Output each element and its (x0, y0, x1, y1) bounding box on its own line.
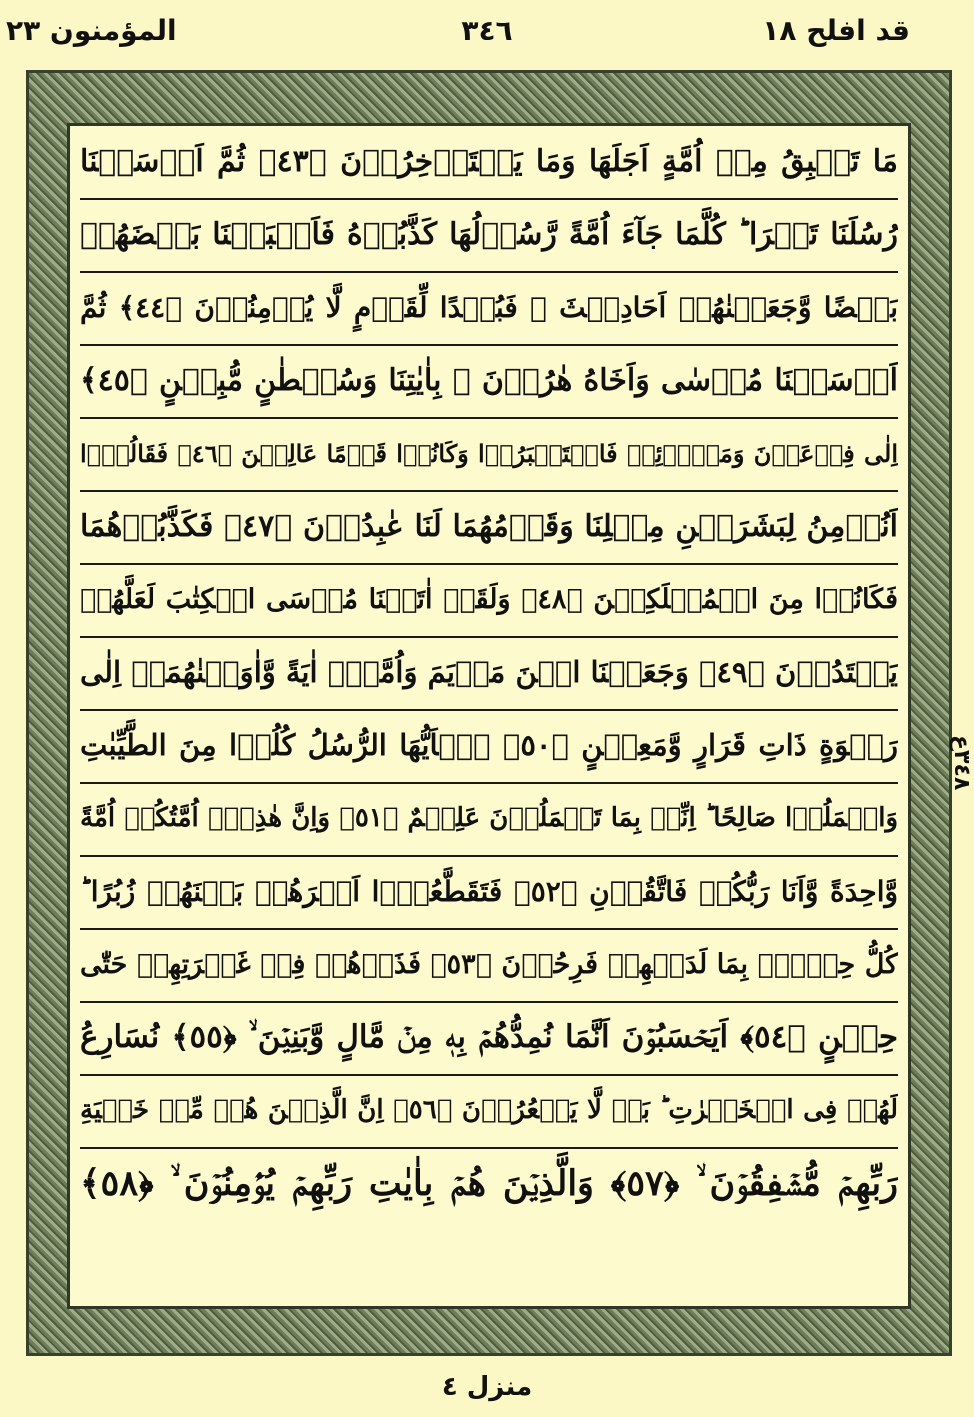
verse-line: مَا تَسۡبِقُ مِنۡ اُمَّةٍ اَجَلَهَا وَمَا يَسۡتَاۡخِرُوۡنَ ﴿٤٣﴾ ثُمَّ اَرۡسَلۡنَا (80, 126, 898, 200)
verse-line: رَبِّهِمۡ مُّشۡفِقُوۡنَ ۙ ﴿٥٧﴾ وَالَّذِيۡنَ هُمۡ بِاٰيٰتِ رَبِّهِمۡ يُؤۡمِنُوۡنَ ۙ ﴿٥٨﴾ (80, 1163, 898, 1204)
verse-line: وَاعۡمَلُوۡا صَالِحًا ؕ اِنِّىۡ بِمَا تَعۡمَلُوۡنَ عَلِيۡمٌ ﴿٥١﴾ وَاِنَّ هٰذِهٖۤ اُمَّتُكُمۡ اُمَّةً (80, 783, 898, 857)
ruku-marker: ٣٤٨ع (949, 735, 974, 791)
verse-line: رَبۡوَةٍ ذَاتِ قَرَارٍ وَّمَعِيۡنٍ ﴿٥٠﴾ يٰۤاَيُّهَا الرُّسُلُ كُلُوۡا مِنَ الطَّيِّبٰتِ (80, 710, 898, 784)
verse-line: لَهُمۡ فِى الۡخَيۡرٰتِ ؕ بَلۡ لَّا يَشۡعُرُوۡنَ ﴿٥٦﴾ اِنَّ الَّذِيۡنَ هُمۡ مِّنۡ خَشۡيَةِ (80, 1075, 898, 1149)
page-header (0, 0, 974, 62)
verse-line: وَّاحِدَةً وَّاَنَا رَبُّكُمۡ فَاتَّقُوۡنِ ﴿٥٢﴾ فَتَقَطَّعُوۡۤا اَمۡرَهُمۡ بَيۡنَهُمۡ زُبُرًا ؕ (80, 856, 898, 930)
verse-line: رُسُلَنَا تَتۡرَا ؕ كُلَّمَا جَآءَ اُمَّةً رَّسُوۡلُهَا كَذَّبُوۡهُ فَاَتۡبَعۡنَا بَعۡضَهُمۡ (80, 199, 898, 273)
verse-line: حِيۡنٍ ﴿٥٤﴾ اَيَحۡسَبُوۡنَ اَنَّمَا نُمِدُّهُمۡ بِهٖ مِنۡ مَّالٍ وَّبَنِيۡنَ ۙ ﴿٥٥﴾ نُسَارِعُ (80, 1002, 898, 1076)
verse-line: يَهۡتَدُوۡنَ ﴿٤٩﴾ وَجَعَلۡنَا ابۡنَ مَرۡيَمَ وَاُمَّهٗۤ اٰيَةً وَّاٰوَيۡنٰهُمَاۤ اِلٰى (80, 637, 898, 711)
verse-line: بَعۡضًا وَّجَعَلۡنٰهُمۡ اَحَادِيۡثَ ۚ فَبُعۡدًا لِّقَوۡمٍ لَّا يُؤۡمِنُوۡنَ ﴿٤٤﴾ ثُمَّ (80, 272, 898, 346)
verse-line: فَكَانُوۡا مِنَ الۡمُهۡلَكِيۡنَ ﴿٤٨﴾ وَلَقَدۡ اٰتَيۡنَا مُوۡسَى الۡكِتٰبَ لَعَلَّهُمۡ (80, 564, 898, 638)
manzil-label: منزل ٤ (441, 1372, 533, 1402)
verse-lines (70, 126, 908, 1306)
page-number: ٣٤٦ (461, 14, 513, 47)
surah-title: المؤمنون ٢٣ (6, 14, 177, 47)
juz-title: قد افلح ١٨ (762, 14, 910, 47)
verse-line: اِلٰى فِرۡعَوۡنَ وَمَلَا۟ئِهٖ فَاسۡتَكۡبَرُوۡا وَكَانُوۡا قَوۡمًا عَالِيۡنَ ﴿٤٦﴾ فَقَالُوۡۤا (80, 418, 898, 492)
verse-line: كُلُّ حِزۡبٍۢ بِمَا لَدَيۡهِمۡ فَرِحُوۡنَ ﴿٥٣﴾ فَذَرۡهُمۡ فِىۡ غَمۡرَتِهِمۡ حَتّٰى (80, 929, 898, 1003)
verse-line: اَرۡسَلۡنَا مُوۡسٰى وَاَخَاهُ هٰرُوۡنَ ۙ بِاٰيٰتِنَا وَسُلۡطٰنٍ مُّبِيۡنٍ ﴿٤٥﴾ (80, 345, 898, 419)
text-panel (67, 123, 911, 1309)
verse-line: اَنُؤۡمِنُ لِبَشَرَيۡنِ مِثۡلِنَا وَقَوۡمُهُمَا لَنَا عٰبِدُوۡنَ ﴿٤٧﴾ فَكَذَّبُوۡهُمَا (80, 491, 898, 565)
ornamental-border (26, 70, 952, 1356)
